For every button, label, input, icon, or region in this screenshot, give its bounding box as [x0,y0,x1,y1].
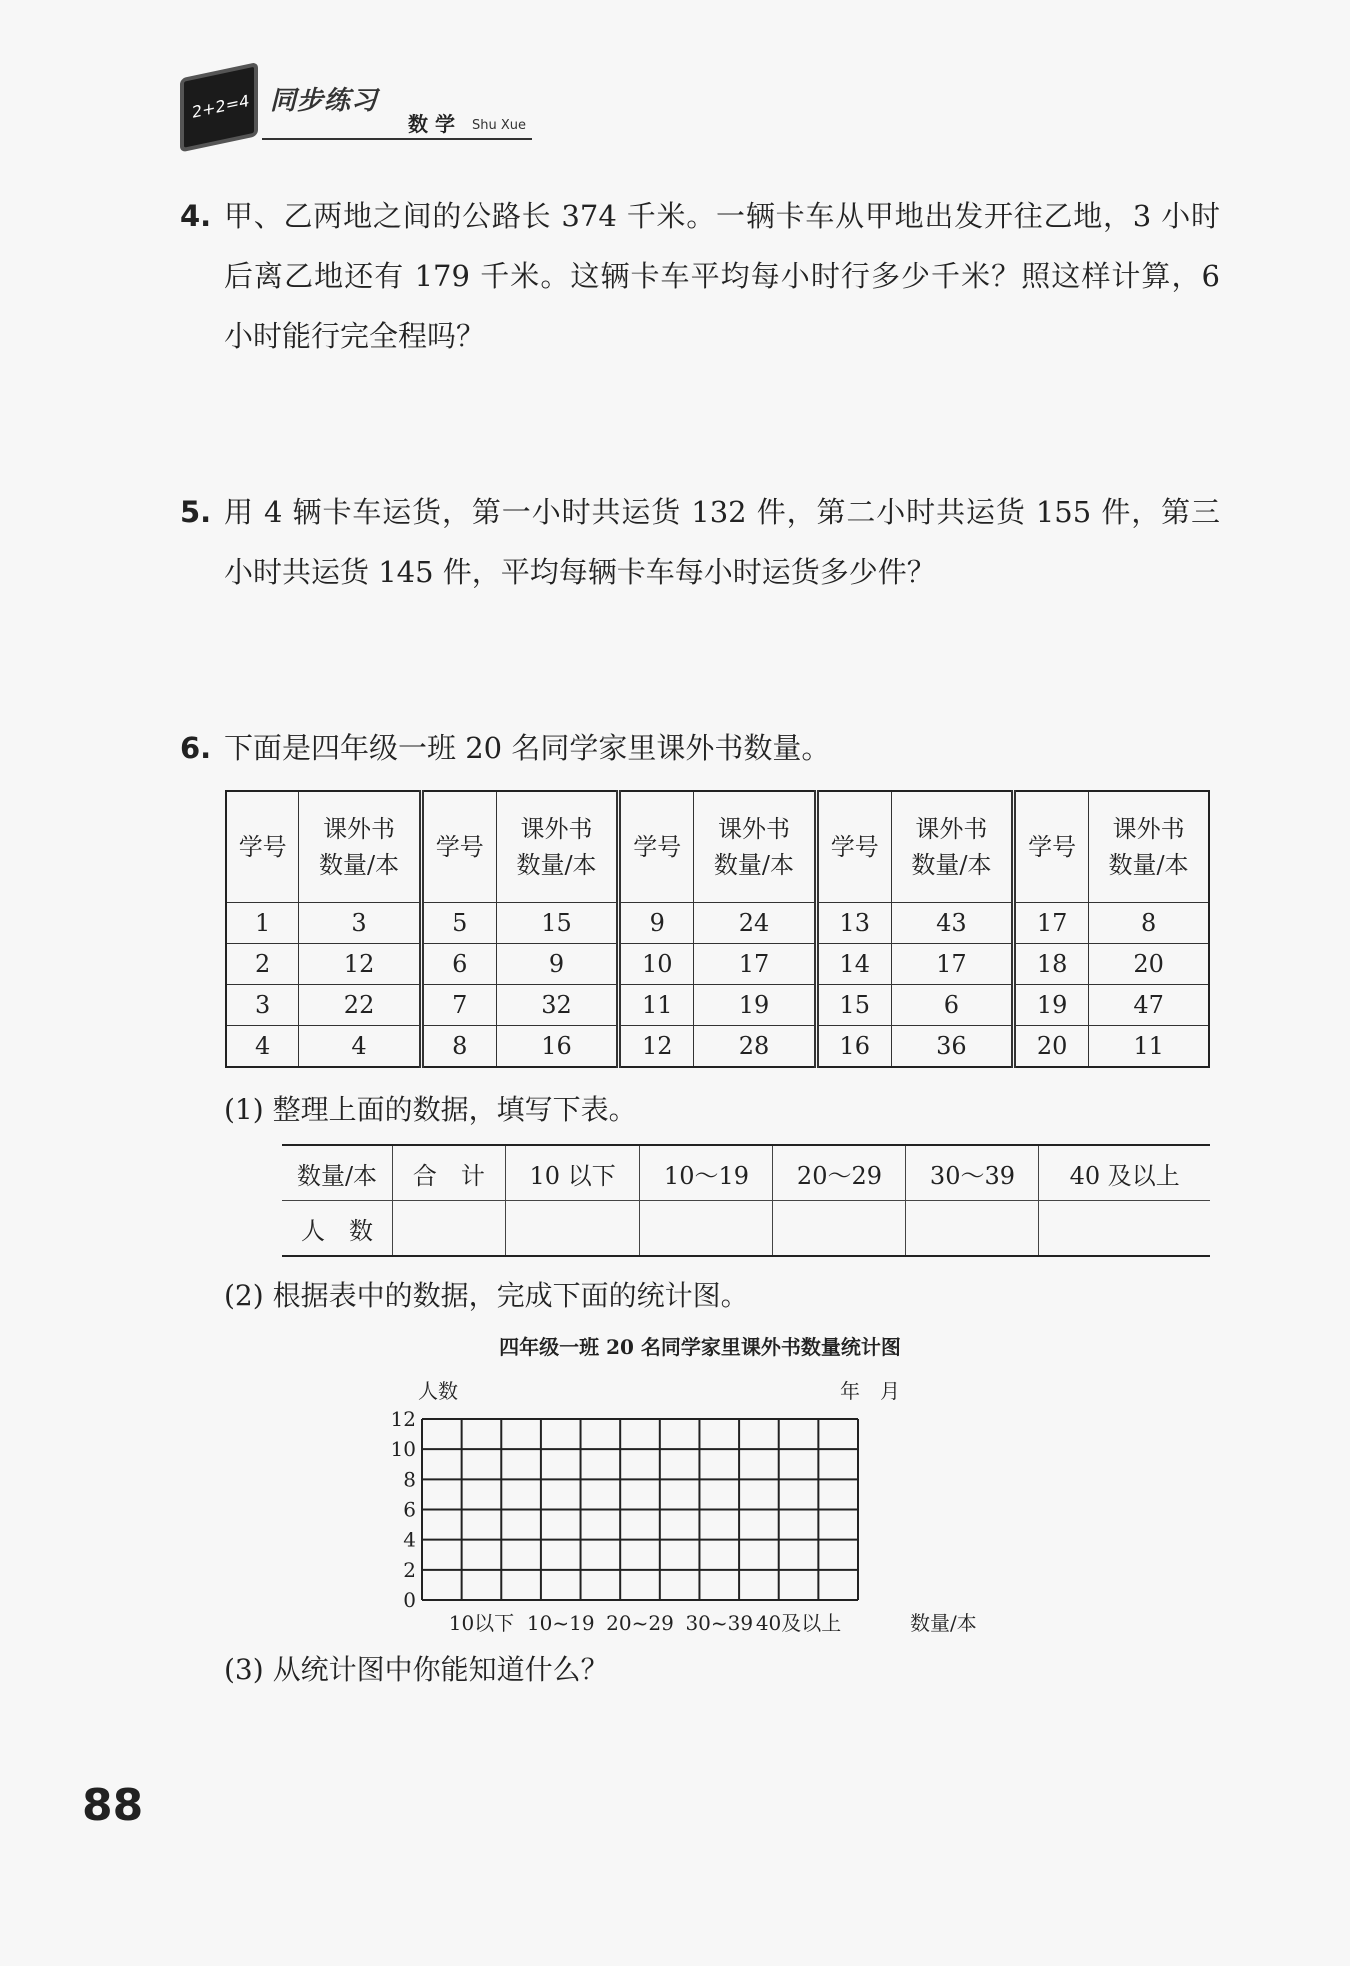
y-tick-label: 4 [403,1527,416,1552]
y-ticks [391,1407,416,1612]
summary-table [282,1144,1210,1257]
summary-cell: 40 及以上 [1039,1145,1210,1201]
answer-blank[interactable] [1039,1201,1210,1257]
table-cell: 22 [299,985,421,1026]
x-category-label: 20~29 [606,1611,674,1635]
table-cell: 4 [299,1026,421,1068]
table-cell: 17 [694,944,816,985]
y-axis-label: 人数 [418,1379,458,1403]
table-cell: 12 [299,944,421,985]
x-axis-label: 数量/本 [910,1611,977,1635]
table-cell: 36 [891,1026,1013,1068]
sub-question-2: (2) 根据表中的数据，完成下面的统计图。 [224,1279,749,1312]
date-label: 年 月 [840,1379,900,1403]
table-cell: 10 [619,944,694,985]
table-cell: 11 [1089,1026,1209,1068]
table-cell: 3 [299,903,421,944]
summary-cell: 合 计 [393,1145,506,1201]
y-tick-label: 2 [403,1557,416,1582]
header-cell: 课外书 数量/本 [299,791,421,903]
table-cell: 4 [226,1026,299,1068]
y-tick-label: 6 [403,1497,416,1522]
table-cell: 3 [226,985,299,1026]
summary-count-row [282,1201,1210,1257]
y-tick-label: 12 [390,1407,416,1431]
table-cell: 18 [1014,944,1089,985]
table-header-row [226,791,1209,903]
table-cell: 20 [1014,1026,1089,1068]
header-cell: 课外书 数量/本 [891,791,1013,903]
header-cell: 学号 [226,791,299,903]
x-category-label: 10以下 [448,1611,515,1635]
summary-header-row [282,1145,1210,1201]
summary-cell: 20～29 [773,1145,906,1201]
problem-6 [180,718,1220,778]
summary-cell: 30～39 [906,1145,1039,1201]
table-cell: 43 [891,903,1013,944]
table-row [226,944,1209,985]
chart-grid [422,1419,858,1600]
table-cell: 2 [226,944,299,985]
table-cell: 17 [1014,903,1089,944]
table-cell: 24 [694,903,816,944]
x-category-label: 30~39 [685,1611,754,1635]
table-cell: 8 [421,1026,496,1068]
answer-blank[interactable] [906,1201,1039,1257]
table-cell: 7 [421,985,496,1026]
table-cell: 14 [816,944,891,985]
answer-blank[interactable] [773,1201,906,1257]
table-cell: 19 [694,985,816,1026]
bar-chart [380,1328,1020,1648]
header-cell: 课外书 数量/本 [1089,791,1209,903]
table-row [226,1026,1209,1068]
table-cell: 6 [421,944,496,985]
header-cell: 学号 [619,791,694,903]
page-header [178,58,538,158]
y-tick-label: 10 [390,1437,416,1462]
table-cell: 13 [816,903,891,944]
table-cell: 20 [1089,944,1209,985]
table-cell: 19 [1014,985,1089,1026]
table-cell: 15 [816,985,891,1026]
summary-cell: 数量/本 [282,1145,393,1201]
book-count-table [225,790,1210,1068]
header-cell: 学号 [816,791,891,903]
answer-blank[interactable] [393,1201,506,1257]
x-categories [449,1611,842,1635]
table-cell: 32 [496,985,618,1026]
subject-label: 数 学 [408,112,455,136]
table-cell: 28 [694,1026,816,1068]
table-cell: 16 [496,1026,618,1068]
problem-number: 5. [180,495,212,529]
header-rule [262,138,532,140]
chart-title: 四年级一班 20 名同学家里课外书数量统计图 [499,1335,901,1359]
page-number: 88 [82,1780,144,1831]
header-cell: 学号 [421,791,496,903]
sub-question-3: (3) 从统计图中你能知道什么？ [224,1653,609,1686]
problem-4 [180,186,1220,366]
table-cell: 15 [496,903,618,944]
chalkboard-text: 2+2=4 [192,90,250,122]
sub-question-1: (1) 整理上面的数据，填写下表。 [224,1093,637,1126]
x-category-label: 40及以上 [755,1611,842,1635]
table-cell: 8 [1089,903,1209,944]
table-cell: 5 [421,903,496,944]
header-cell: 课外书 数量/本 [694,791,816,903]
summary-cell: 10～19 [640,1145,773,1201]
problem-number: 4. [180,199,212,233]
table-row [226,903,1209,944]
x-category-label: 10~19 [526,1611,595,1635]
table-cell: 47 [1089,985,1209,1026]
summary-cell: 10 以下 [505,1145,640,1201]
answer-blank[interactable] [505,1201,640,1257]
table-cell: 1 [226,903,299,944]
table-cell: 6 [891,985,1013,1026]
problem-number: 6. [180,731,212,765]
table-cell: 12 [619,1026,694,1068]
table-cell: 17 [891,944,1013,985]
brand-title: 同步练习 [270,86,379,116]
table-cell: 16 [816,1026,891,1068]
problem-5 [180,482,1220,602]
table-cell: 9 [619,903,694,944]
problem-text: 下面是四年级一班 20 名同学家里课外书数量。 [224,731,831,765]
header-cell: 课外书 数量/本 [496,791,618,903]
summary-cell: 人 数 [301,1216,373,1245]
problem-text: 用 4 辆卡车运货，第一小时共运货 132 件，第二小时共运货 155 件，第三小时共运货 145 件，平均每辆卡车每小时运货多少件？ [224,495,1220,589]
problem-text: 甲、乙两地之间的公路长 374 千米。一辆卡车从甲地出发开往乙地，3 小时后离乙地还有 179 千米。这辆卡车平均每小时行多少千米？照这样计算，6 小时能行完全程吗？ [224,199,1220,353]
y-tick-label: 0 [403,1588,416,1612]
answer-blank[interactable] [640,1201,773,1257]
chalkboard-icon [178,57,262,159]
y-tick-label: 8 [403,1467,416,1492]
table-cell: 9 [496,944,618,985]
table-row [226,985,1209,1026]
table-cell: 11 [619,985,694,1026]
subject-pinyin: Shu Xue [472,118,527,133]
header-cell: 学号 [1014,791,1089,903]
